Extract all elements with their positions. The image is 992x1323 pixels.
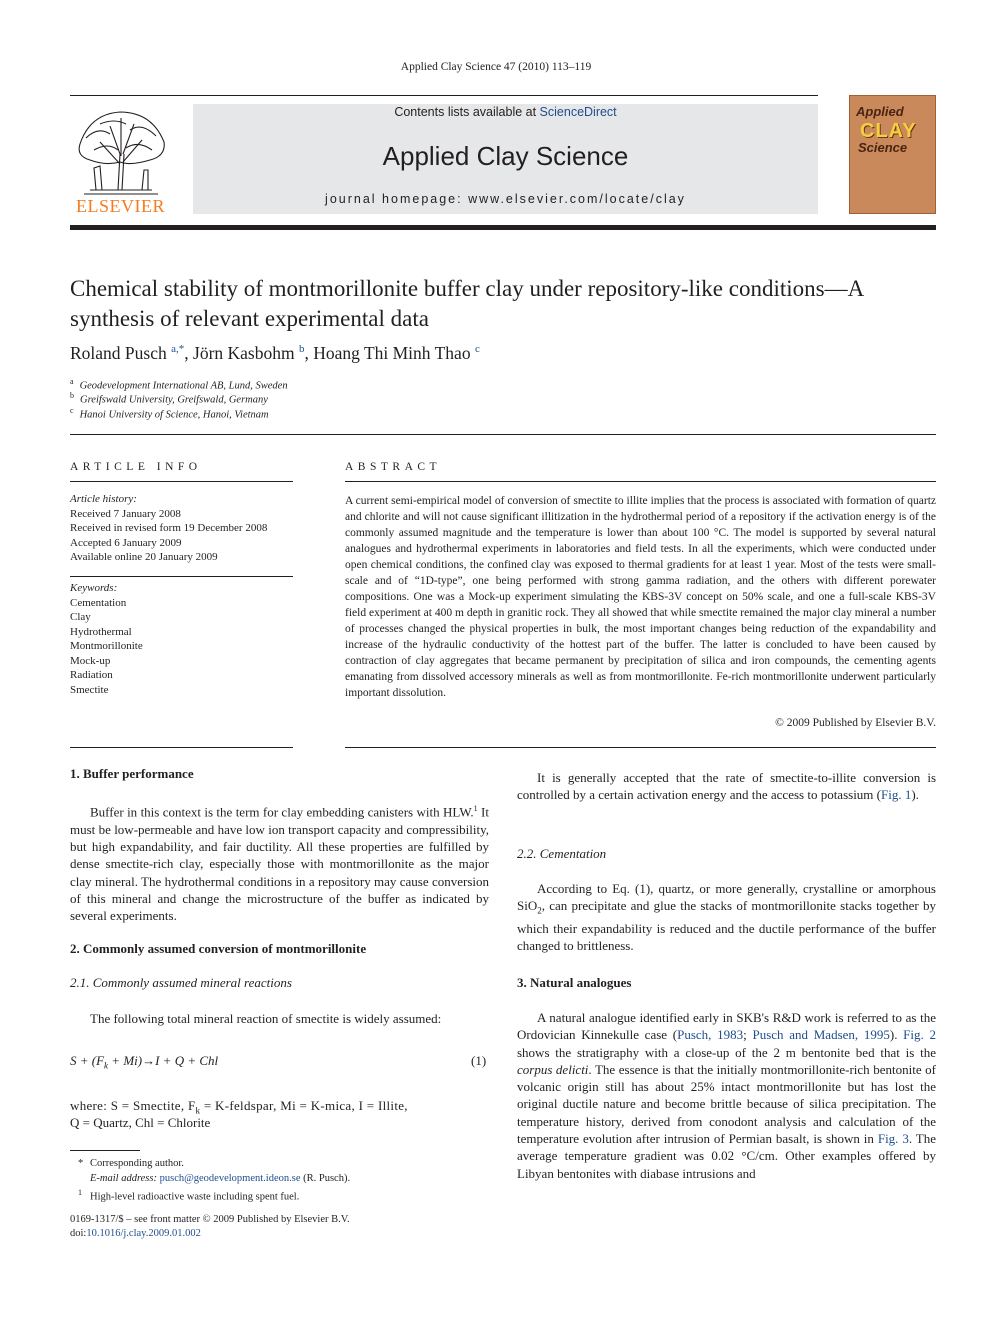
divider — [70, 747, 293, 748]
reference-link[interactable]: Pusch and Madsen, 1995 — [752, 1027, 890, 1043]
abstract-text: A current semi-empirical model of conversion of smectite to illite implies that the process is associated with formation of quartz and chlorite and will not cause significant illitization in the hydrothermal period of a repository if the activation energy is of the commonly assumed magnitude and the temperature is lower than about 100 °C. The model is supported by several natural analogues and hydrothermal experiments in laboratories and field tests. In all the experiments, which were conducted under open chemical conditions, the confined clay was exposed to thermal gradients for at least 1 year. Most of the tests were small-scale and of “1D-type”, one being performed with strong gamma radiation, and the others with different porewater compositions. One was a Mock-up experiment simulating the KBS-3V concept on 50% scale, and one a full-scale KBS-3V field experiment at 400 m depth in granitic rock. They all showed that while smectite remained the major clay mineral a number of processes changed the physical properties in bulk, the most important changes being reduction of the expandability and increase of the hydraulic conductivity of the hottest part of the buffer. The latter is concluded to have been caused by contraction of clay aggregates that became permanent by precipitation of silica and iron compounds, the cementing agents emanating from dissolved accessory minerals as well as from montmorillonite. Fe-rich montmorillonite underwent particularly important dissolution. — [345, 495, 936, 699]
section-heading: 1. Buffer performance — [70, 766, 194, 781]
divider — [70, 481, 293, 482]
keyword: Clay — [70, 611, 91, 623]
author-affil-mark[interactable]: a,* — [171, 343, 185, 356]
equation: $S + (F_k + Mi)\to I + Q$ + Chl — [70, 1053, 219, 1071]
author-list: Roland Pusch $^{a,*}$, Jörn Kasbohm $^b$, Hoang Thi Minh Thao $^c$ — [70, 343, 480, 363]
article-title — [70, 274, 940, 334]
paragraph: Buffer in this context is the term for clay embedding canisters with HLW.$^1$ It must be low-permeable and have low ion transport capacity and compressibility, but high expandability, and fair ductility. All these properties are fulfilled by dense smectite-rich clay, especially those with montmorillonite as the major clay mineral. The hydrothermal conditions in a repository may cause conversion of this mineral and change the microstructure of the buffer as indicated by several experiments. — [70, 804, 489, 924]
keyword: Mock-up — [70, 654, 111, 667]
doi-line: doi:10.1016/j.clay.2009.01.002 — [70, 1228, 201, 1239]
footnote-email: E-mail address: pusch@geodevelopment.ideon.se (R. Pusch). — [90, 1172, 351, 1184]
keyword: Smectite — [70, 683, 109, 696]
footnotes — [78, 1157, 498, 1205]
history-item: Received in revised form 19 December 2008 — [70, 522, 268, 534]
article-info-heading: ARTICLE INFO — [70, 461, 202, 473]
footnote-rule — [70, 1150, 140, 1151]
header-rule — [70, 95, 818, 96]
where-clause: Q = Quartz, Chl = Chlorite — [70, 1115, 211, 1130]
author-name[interactable]: Jörn Kasbohm — [193, 343, 295, 363]
keyword: Radiation — [70, 669, 113, 681]
doi-link[interactable]: 10.1016/j.clay.2009.01.002 — [86, 1228, 201, 1239]
contents-line — [193, 105, 818, 119]
where-clause: where: S = Smectite, $F_k$ = K-feldspar, Mi = K-mica, I = Illite, — [70, 1098, 408, 1116]
footnote-ref[interactable]: 1 — [473, 804, 478, 813]
issn-line: 0169-1317/$ – see front matter © 2009 Published by Elsevier B.V. — [70, 1214, 350, 1225]
cover-text-applied: Applied — [856, 104, 904, 119]
abstract-copyright: © 2009 Published by Elsevier B.V. — [775, 717, 936, 729]
footnote-corresponding: * Corresponding author. — [78, 1158, 184, 1169]
subsection-heading: 2.1. Commonly assumed mineral reactions — [70, 975, 292, 990]
author-name[interactable]: Hoang Thi Minh Thao — [313, 343, 471, 363]
elsevier-wordmark: ELSEVIER — [76, 196, 165, 216]
divider — [345, 747, 936, 748]
journal-cover-image — [849, 95, 936, 214]
reference-link[interactable]: Pusch, 1983 — [677, 1027, 744, 1043]
sciencedirect-link[interactable]: ScienceDirect — [539, 105, 617, 119]
paragraph: A natural analogue identified early in SKB's R&D work is referred to as the Ordovician Kinnekulle case (Pusch, 1983; Pusch and Madsen, 1995). Fig. 2 shows the stratigraphy with a close-up of the 2 m bentonite bed that is the corpus delicti. The essence is that the initially montmorillonite-rich bentonite of volcanic origin still has about 25% intact montmorillonite but has lost the original ductile nature and become brittle because of silica precipitation. The temperature history, derived from conodont analysis and calculation of the temperature evolution after intrusion of Permian basalt, is shown in Fig. 3. The average temperature gradient was 0.02 °C/cm. Other examples offered by Libyan bentonites with diabase intrusions and — [517, 1010, 937, 1181]
keywords-label: Keywords: — [70, 582, 118, 594]
equation-number: (1) — [471, 1053, 487, 1068]
cover-text-science: Science — [858, 140, 908, 155]
figure-link[interactable]: Fig. 2 — [903, 1027, 936, 1043]
author-affil-mark[interactable]: b — [298, 343, 305, 356]
divider — [70, 576, 293, 577]
affiliation: $^b$ Greifswald University, Greifswald, Germany — [70, 391, 268, 406]
section-heading: 3. Natural analogues — [517, 975, 632, 990]
cover-text-clay: CLAY — [860, 120, 917, 142]
figure-link[interactable]: Fig. 1 — [881, 787, 912, 803]
footnote-1: $^1$ High-level radioactive waste including spent fuel. — [78, 1188, 300, 1203]
affiliation: $^c$ Hanoi University of Science, Hanoi, Vietnam — [70, 406, 269, 421]
paragraph: The following total mineral reaction of smectite is widely assumed: — [90, 1011, 442, 1026]
paragraph: It is generally accepted that the rate of smectite-to-illite conversion is controlled by a certain activation energy and the access to potassium (Fig. 1). — [517, 770, 936, 803]
abstract-heading: ABSTRACT — [345, 461, 442, 473]
section-heading: 2. Commonly assumed conversion of montmorillonite — [70, 941, 367, 956]
header-thick-rule — [70, 225, 936, 230]
journal-citation: Applied Clay Science 47 (2010) 113–119 — [400, 61, 592, 73]
subsection-heading: 2.2. Cementation — [517, 846, 607, 861]
journal-title: Applied Clay Science — [382, 141, 629, 171]
article-history — [70, 492, 300, 565]
history-item: Available online 20 January 2009 — [70, 551, 218, 563]
email-link[interactable]: pusch@geodevelopment.ideon.se — [159, 1172, 301, 1184]
keywords — [70, 581, 300, 697]
keyword: Montmorillonite — [70, 640, 143, 652]
author-affil-mark[interactable]: c — [474, 343, 480, 356]
divider — [70, 434, 936, 435]
keyword: Hydrothermal — [70, 625, 132, 638]
history-item: Accepted 6 January 2009 — [70, 536, 182, 549]
affiliation: $^a$ Geodevelopment International AB, Lund, Sweden — [70, 377, 288, 392]
figure-link[interactable]: Fig. 3 — [877, 1131, 909, 1147]
divider — [345, 481, 936, 482]
title-line-1: Chemical stability of montmorillonite buffer clay under repository-like conditions—A — [70, 276, 865, 301]
title-line-2: synthesis of relevant experimental data — [70, 306, 429, 331]
history-label: Article history: — [70, 493, 137, 505]
keyword: Cementation — [70, 596, 127, 609]
author-name[interactable]: Roland Pusch — [70, 343, 167, 363]
journal-homepage[interactable]: journal homepage: www.elsevier.com/locate/clay — [325, 192, 686, 206]
contents-prefix: Contents lists available at — [394, 105, 540, 119]
paragraph: According to Eq. (1), quartz, or more generally, crystalline or amorphous SiO$_2$, can precipitate and glue the stacks of montmorillonite stacks together by which their expandability is reduced and the ductile performance of the buffer changed to brittleness. — [517, 881, 936, 954]
history-item: Received 7 January 2008 — [70, 507, 181, 520]
